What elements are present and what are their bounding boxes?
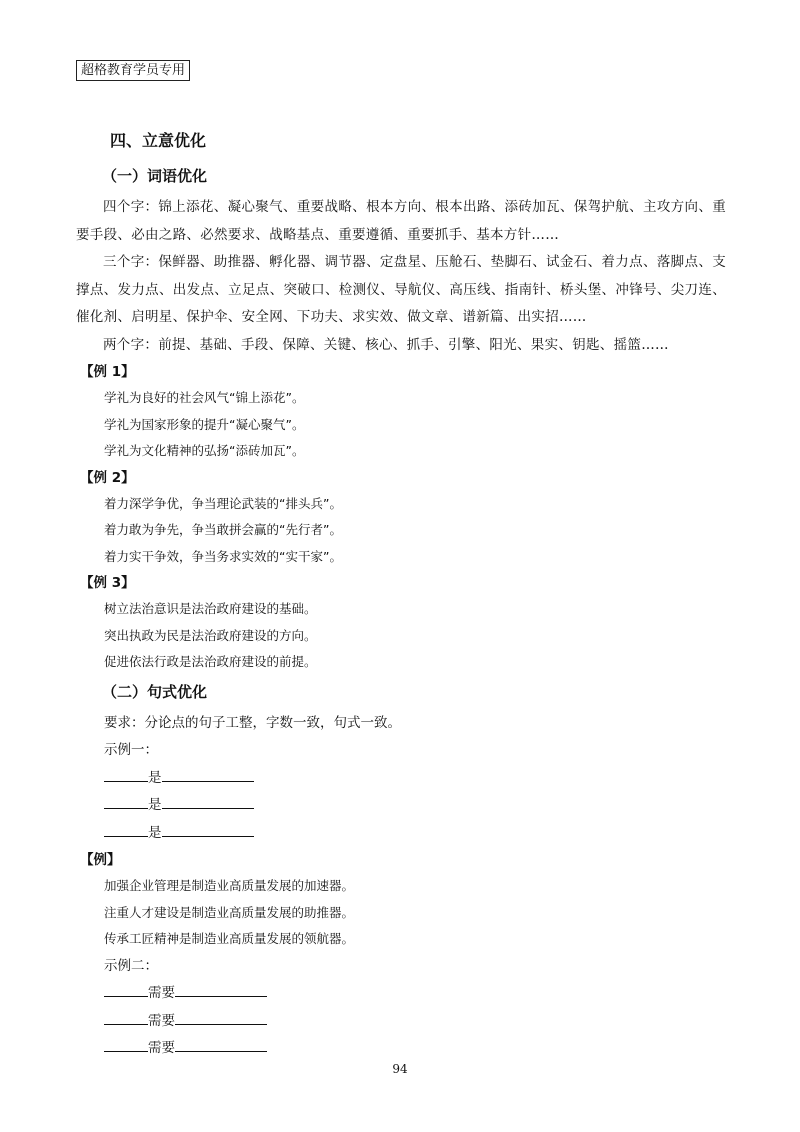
- blank-line: [104, 1036, 148, 1052]
- blank-line: [104, 1009, 148, 1025]
- example-tag: 【例】: [80, 852, 121, 868]
- paragraph-four-character: 四个字：锦上添花、凝心聚气、重要战略、根本方向、根本出路、添砖加瓦、保驾护航、主攻方向、重要手段、必由之路、必然要求、战略基点、重要遵循、重要抓手、基本方针……: [76, 199, 726, 243]
- blank-line: [104, 981, 148, 997]
- example-line: 学礼为国家形象的提升“凝心聚气”。: [104, 416, 305, 432]
- blank-line: [162, 821, 254, 837]
- example-2-tag: 【例 2】: [80, 469, 135, 486]
- connector-word: 是: [148, 769, 162, 786]
- watermark-stamp: 超格教育学员专用: [76, 60, 190, 81]
- blank-line: [162, 766, 254, 782]
- example-line: 传承工匠精神是制造业高质量发展的领航器。: [104, 931, 355, 946]
- fill-in-blank-line: [104, 980, 726, 1008]
- requirement-text: 要求：分论点的句子工整，字数一致，句式一致。: [104, 714, 401, 731]
- connector-word: 是: [148, 824, 162, 841]
- example-line: 突出执政为民是法治政府建设的方向。: [104, 627, 317, 643]
- example-line: 注重人才建设是制造业高质量发展的助推器。: [104, 904, 355, 920]
- fill-in-blank-line: [104, 1008, 726, 1036]
- page-number: 94: [392, 1062, 408, 1076]
- blank-line: [175, 1036, 267, 1052]
- subsection-title-word-optimization: （一）词语优化: [102, 167, 208, 185]
- blank-line: [104, 766, 148, 782]
- paragraph-three-character: 三个字：保鲜器、助推器、孵化器、调节器、定盘星、压舱石、垫脚石、试金石、着力点、落脚点、支撑点、发力点、出发点、立足点、突破口、检测仪、导航仪、高压线、指南针、桥头堡、冲锋号、尖刀连、催化剂、启明星、保护伞、安全网、下功夫、求实效、做文章、谱新篇、出实招……: [76, 254, 726, 325]
- example-line: 着力敢为争先，争当敢拼会赢的“先行者”。: [104, 522, 342, 537]
- example-line: 学礼为文化精神的弘扬“添砖加瓦”。: [104, 443, 305, 458]
- example-line: 着力实干争效，争当务求实效的“实干家”。: [104, 548, 342, 564]
- blank-line: [175, 1009, 267, 1025]
- example-3-tag: 【例 3】: [80, 575, 135, 591]
- fill-in-blank-line: [104, 765, 726, 793]
- example-line: 着力深学争优，争当理论武装的“排头兵”。: [104, 495, 342, 511]
- fill-in-blank-line: [104, 820, 726, 848]
- connector-word: 需要: [148, 985, 175, 1001]
- connector-word: 需要: [148, 1040, 175, 1056]
- example-line: 树立法治意识是法治政府建设的基础。: [104, 601, 317, 616]
- fill-in-blank-line: [104, 1035, 726, 1063]
- connector-word: 是: [148, 797, 162, 813]
- sample-2-label: 示例二：: [104, 957, 158, 974]
- connector-word: 需要: [148, 1012, 175, 1029]
- section-title: 四、立意优化: [110, 131, 207, 150]
- sample-1-label: 示例一：: [104, 742, 158, 758]
- page-content: [76, 128, 726, 1063]
- example-1-tag: 【例 1】: [80, 364, 135, 380]
- fill-in-blank-line: [104, 792, 726, 820]
- blank-line: [162, 793, 254, 809]
- blank-line: [104, 821, 148, 837]
- example-line: 加强企业管理是制造业高质量发展的加速器。: [104, 878, 355, 893]
- example-line: 促进依法行政是法治政府建设的前提。: [104, 654, 317, 669]
- example-line: 学礼为良好的社会风气“锦上添花”。: [104, 390, 305, 405]
- blank-line: [104, 793, 148, 809]
- paragraph-two-character: 两个字：前提、基础、手段、保障、关键、核心、抓手、引擎、阳光、果实、钥匙、摇篮……: [103, 336, 669, 353]
- blank-line: [175, 981, 267, 997]
- subsection-title-sentence-optimization: （二）句式优化: [102, 682, 208, 701]
